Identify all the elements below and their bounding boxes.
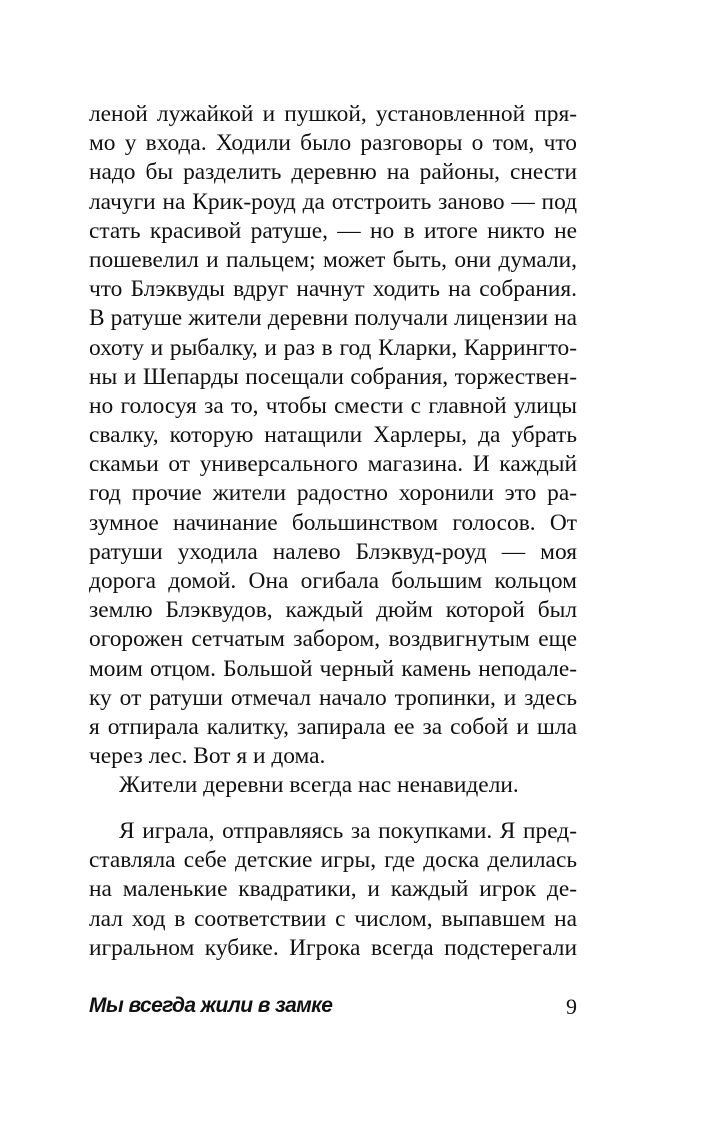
text-line: Я играла, отправляясь за покупками. Я пред- [119, 818, 577, 844]
body-text-top [89, 100, 577, 801]
body-text-bottom [89, 817, 577, 963]
text-line: зумное начинание большинством голосов. От [89, 509, 577, 536]
text-line: надо бы разделить деревню на районы, снести [89, 159, 577, 186]
text-line: мо у входа. Ходили было разговоры о том, что [89, 130, 577, 157]
text-line: леной лужайкой и пушкой, установленной пря- [89, 101, 577, 127]
text-line: через лес. Вот я и дома. [89, 743, 326, 770]
text-line: лачуги на Крик-роуд да отстроить заново — под [89, 188, 577, 215]
text-line: свалку, которую натащили Харлеры, да убрать [89, 422, 577, 449]
text-line: что Блэквуды вдруг начнут ходить на собрания. [89, 276, 577, 303]
page-footer [89, 994, 577, 1024]
page-number: 9 [566, 994, 577, 1019]
text-line: но голосуя за то, чтобы смести с главной улицы [89, 392, 577, 419]
text-line: землю Блэквудов, каждый дюйм которой был [89, 597, 577, 624]
text-line: В ратуше жители деревни получали лицензии на [89, 305, 577, 332]
text-line: огорожен сетчатым забором, воздвигнутым еще [89, 626, 577, 653]
text-line: охоту и рыбалку, и раз в год Кларки, Каррингто- [89, 334, 577, 361]
text-line: скамьи от универсального магазина. И каждый [89, 451, 577, 478]
text-line: ставляла себе детские игры, где доска делилась [89, 847, 577, 874]
text-line: ку от ратуши отмечал начало тропинки, и здесь [89, 684, 577, 711]
text-line: ратуши уходила налево Блэквуд-роуд — моя [89, 538, 577, 565]
text-line: Жители деревни всегда нас ненавидели. [119, 772, 519, 799]
text-line: лал ход в соответствии с числом, выпавшем на [89, 905, 577, 932]
running-title: Мы всегда жили в замке [89, 994, 333, 1017]
text-line: моим отцом. Большой черный камень неподале- [89, 655, 577, 682]
text-line: пошевелил и пальцем; может быть, они думали, [89, 246, 577, 273]
text-line: ны и Шепарды посещали собрания, торжествен- [89, 363, 577, 390]
text-line: год прочие жители радостно хоронили это ра- [89, 480, 577, 507]
text-line: игральном кубике. Игрока всегда подстерегали [89, 934, 577, 961]
text-line: я отпирала калитку, запирала ее за собой и шла [89, 713, 577, 740]
text-line: на маленькие квадратики, и каждый игрок де- [89, 876, 577, 903]
text-line: дорога домой. Она огибала большим кольцом [89, 568, 577, 594]
text-line: стать красивой ратуше, — но в итоге никто не [89, 217, 577, 244]
